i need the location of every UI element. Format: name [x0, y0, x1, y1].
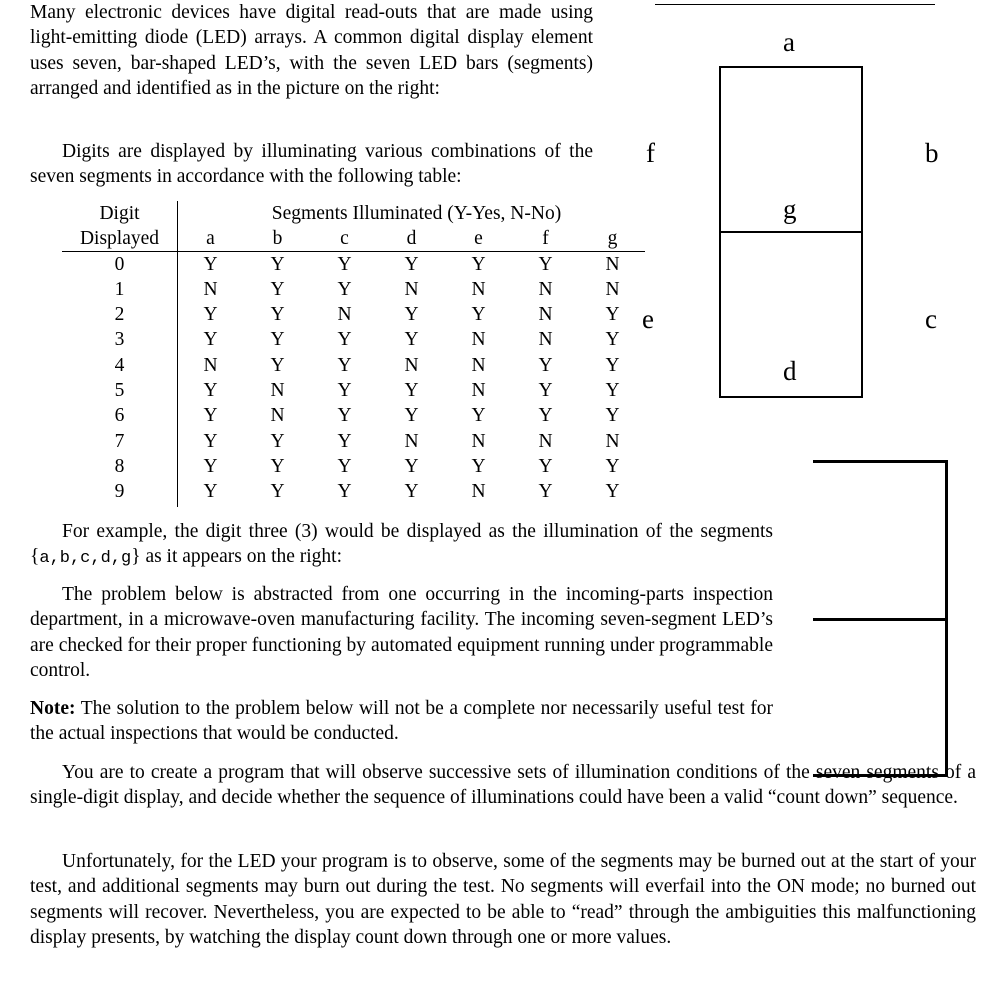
- digit-cell: 4: [114, 354, 125, 376]
- table-row: [62, 302, 646, 327]
- table-row: [62, 454, 646, 479]
- segment-cell-d: Y: [404, 380, 419, 402]
- segment-cell-a: Y: [203, 329, 218, 351]
- example-segment-set: a,b,c,d,g: [39, 549, 132, 569]
- digit-cell: 7: [114, 430, 125, 452]
- segment-cell-e: Y: [471, 253, 486, 275]
- segment-cell-g: N: [605, 278, 620, 300]
- segment-cell-a: Y: [203, 405, 218, 427]
- note-paragraph: [30, 696, 773, 747]
- segment-cell-g: Y: [605, 481, 620, 503]
- segment-cell-b: N: [270, 380, 285, 402]
- table-header-row-1: [62, 201, 646, 226]
- table-row: [62, 252, 646, 277]
- column-header-f: f: [542, 228, 549, 250]
- segment-cell-c: Y: [337, 253, 352, 275]
- segment-cell-e: N: [471, 481, 486, 503]
- segment-cell-a: Y: [203, 380, 218, 402]
- segment-cell-d: N: [404, 430, 419, 452]
- digit-cell: 9: [114, 481, 125, 503]
- segment-cell-a: Y: [203, 481, 218, 503]
- label-c: c: [925, 304, 937, 334]
- digit-cell: 2: [114, 304, 125, 326]
- segment-outline-upper: [719, 66, 863, 233]
- segment-cell-f: Y: [538, 380, 553, 402]
- label-f: f: [646, 138, 655, 168]
- segment-cell-g: Y: [605, 304, 620, 326]
- segment-cell-g: Y: [605, 455, 620, 477]
- segment-cell-c: Y: [337, 430, 352, 452]
- segment-cell-d: Y: [404, 481, 419, 503]
- segment-cell-g: N: [605, 253, 620, 275]
- intro-paragraph: Many electronic devices have digital read-outs that are made using light-emitting diode (LED) arrays. A common digital display element uses seven, bar-shaped LED’s, with the seven LED bars (segments) arranged and identified as in the picture on the right:: [30, 2, 593, 99]
- segment-cell-f: Y: [538, 405, 553, 427]
- segment-cell-e: N: [471, 354, 486, 376]
- segment-cell-b: Y: [270, 354, 285, 376]
- segment-cell-b: N: [270, 405, 285, 427]
- segment-cell-b: Y: [270, 430, 285, 452]
- column-header-b: b: [272, 228, 283, 250]
- segment-cell-d: Y: [404, 253, 419, 275]
- task-text: You are to create a program that will observe successive sets of illumination conditions of the seven segments of a single-digit display, and decide whether the sequence of illuminations could have been a valid “count down” sequence.: [30, 762, 976, 809]
- segment-table: [62, 201, 646, 505]
- segment-cell-g: Y: [605, 354, 620, 376]
- segment-cell-e: N: [471, 380, 486, 402]
- segments-header: Segments Illuminated (Y-Yes, N-No): [271, 203, 562, 224]
- segment-cell-c: Y: [337, 278, 352, 300]
- example-text-post: } as it appears on the right:: [131, 546, 343, 568]
- digit-cell: 6: [114, 405, 125, 427]
- digit-cell: 0: [114, 253, 125, 275]
- example-paragraph: [30, 519, 773, 572]
- segment-cell-f: Y: [538, 354, 553, 376]
- segment-cell-g: N: [605, 430, 620, 452]
- digit-header: Digit: [99, 203, 140, 224]
- segment-cell-c: Y: [337, 481, 352, 503]
- abstracted-paragraph: [30, 582, 773, 683]
- digit-cell: 3: [114, 329, 125, 351]
- segment-cell-g: Y: [605, 380, 620, 402]
- column-header-g: g: [607, 228, 618, 250]
- segment-cell-e: Y: [471, 455, 486, 477]
- segment-cell-a: N: [203, 278, 218, 300]
- label-b: b: [925, 138, 939, 168]
- segment-cell-c: Y: [337, 380, 352, 402]
- segment-cell-d: N: [404, 354, 419, 376]
- burnout-text: Unfortunately, for the LED your program is to observe, some of the segments may be burned out at the start of your test, and additional segments may burn out during the test. No segments will everfail into the ON mode; no burned out segments will recover. Nevertheless, you are expected to be able to “read” through the ambiguities this malfunctioning display presents, by watching the display count down through one or more values.: [30, 851, 976, 948]
- segment-cell-f: N: [538, 278, 553, 300]
- abstracted-text: The problem below is abstracted from one occurring in the incoming-parts inspection department, in a microwave-oven manufacturing facility. The incoming seven-segment LED’s are checked for their proper functioning by automated equipment running under programmable control.: [30, 584, 773, 681]
- burnout-paragraph: [30, 849, 976, 950]
- table-row: [62, 378, 646, 403]
- segment-cell-g: Y: [605, 329, 620, 351]
- segment-cell-f: Y: [538, 481, 553, 503]
- segment-cell-b: Y: [270, 278, 285, 300]
- segment-cell-e: Y: [471, 405, 486, 427]
- table-row: [62, 353, 646, 378]
- segment-a: [813, 460, 948, 463]
- segment-cell-d: Y: [404, 405, 419, 427]
- label-d: d: [783, 356, 797, 386]
- digit-cell: 1: [114, 278, 125, 300]
- segment-cell-b: Y: [270, 304, 285, 326]
- segment-cell-f: Y: [538, 455, 553, 477]
- segment-g: [813, 618, 948, 621]
- segment-cell-a: Y: [203, 430, 218, 452]
- segment-cell-c: Y: [337, 354, 352, 376]
- segment-cell-b: Y: [270, 253, 285, 275]
- example-text-pre: For example, the digit three (3) would be displayed as the illumination of the segments {: [30, 521, 773, 568]
- segment-cell-b: Y: [270, 329, 285, 351]
- segment-cell-e: N: [471, 430, 486, 452]
- segment-cell-c: Y: [337, 405, 352, 427]
- segment-cell-d: Y: [404, 304, 419, 326]
- segment-cell-a: Y: [203, 304, 218, 326]
- label-g: g: [783, 194, 797, 224]
- segment-cell-f: N: [538, 430, 553, 452]
- label-a: a: [783, 27, 795, 57]
- segment-c: [945, 618, 948, 777]
- table-row: [62, 277, 646, 302]
- note-label: Note:: [30, 698, 76, 719]
- segment-cell-b: Y: [270, 481, 285, 503]
- segment-cell-b: Y: [270, 455, 285, 477]
- segment-cell-d: N: [404, 278, 419, 300]
- segment-cell-a: Y: [203, 253, 218, 275]
- table-header-row-2: [62, 226, 646, 251]
- segment-cell-f: N: [538, 304, 553, 326]
- segment-cell-e: Y: [471, 304, 486, 326]
- digit-header-2: Displayed: [79, 228, 160, 250]
- figure-caption-rule: [655, 4, 935, 5]
- task-paragraph: [30, 760, 976, 811]
- segment-cell-a: Y: [203, 455, 218, 477]
- segment-cell-d: Y: [404, 455, 419, 477]
- segment-cell-e: N: [471, 278, 486, 300]
- digit-cell: 5: [114, 380, 125, 402]
- label-e: e: [642, 304, 654, 334]
- segment-cell-c: Y: [337, 329, 352, 351]
- segment-cell-f: Y: [538, 253, 553, 275]
- column-header-c: c: [340, 228, 349, 250]
- digits-intro-paragraph: [30, 139, 593, 190]
- digit-cell: 8: [114, 455, 125, 477]
- column-header-a: a: [206, 228, 215, 250]
- segment-cell-c: N: [337, 304, 352, 326]
- column-header-d: d: [406, 228, 417, 250]
- table-row: [62, 327, 646, 352]
- table-row: [62, 403, 646, 428]
- segment-cell-d: Y: [404, 329, 419, 351]
- note-text: The solution to the problem below will not be a complete nor necessarily useful test for the actual inspections that would be conducted.: [30, 698, 773, 745]
- table-row: [62, 429, 646, 454]
- segment-cell-g: Y: [605, 405, 620, 427]
- segment-b: [945, 460, 948, 620]
- segment-cell-a: N: [203, 354, 218, 376]
- column-header-e: e: [474, 228, 483, 250]
- segment-outline-lower: [719, 231, 863, 398]
- digits-intro-text: Digits are displayed by illuminating various combinations of the seven segments in accordance with the following table:: [30, 141, 593, 188]
- segment-cell-e: N: [471, 329, 486, 351]
- table-row: [62, 479, 646, 504]
- segment-cell-c: Y: [337, 455, 352, 477]
- segment-cell-f: N: [538, 329, 553, 351]
